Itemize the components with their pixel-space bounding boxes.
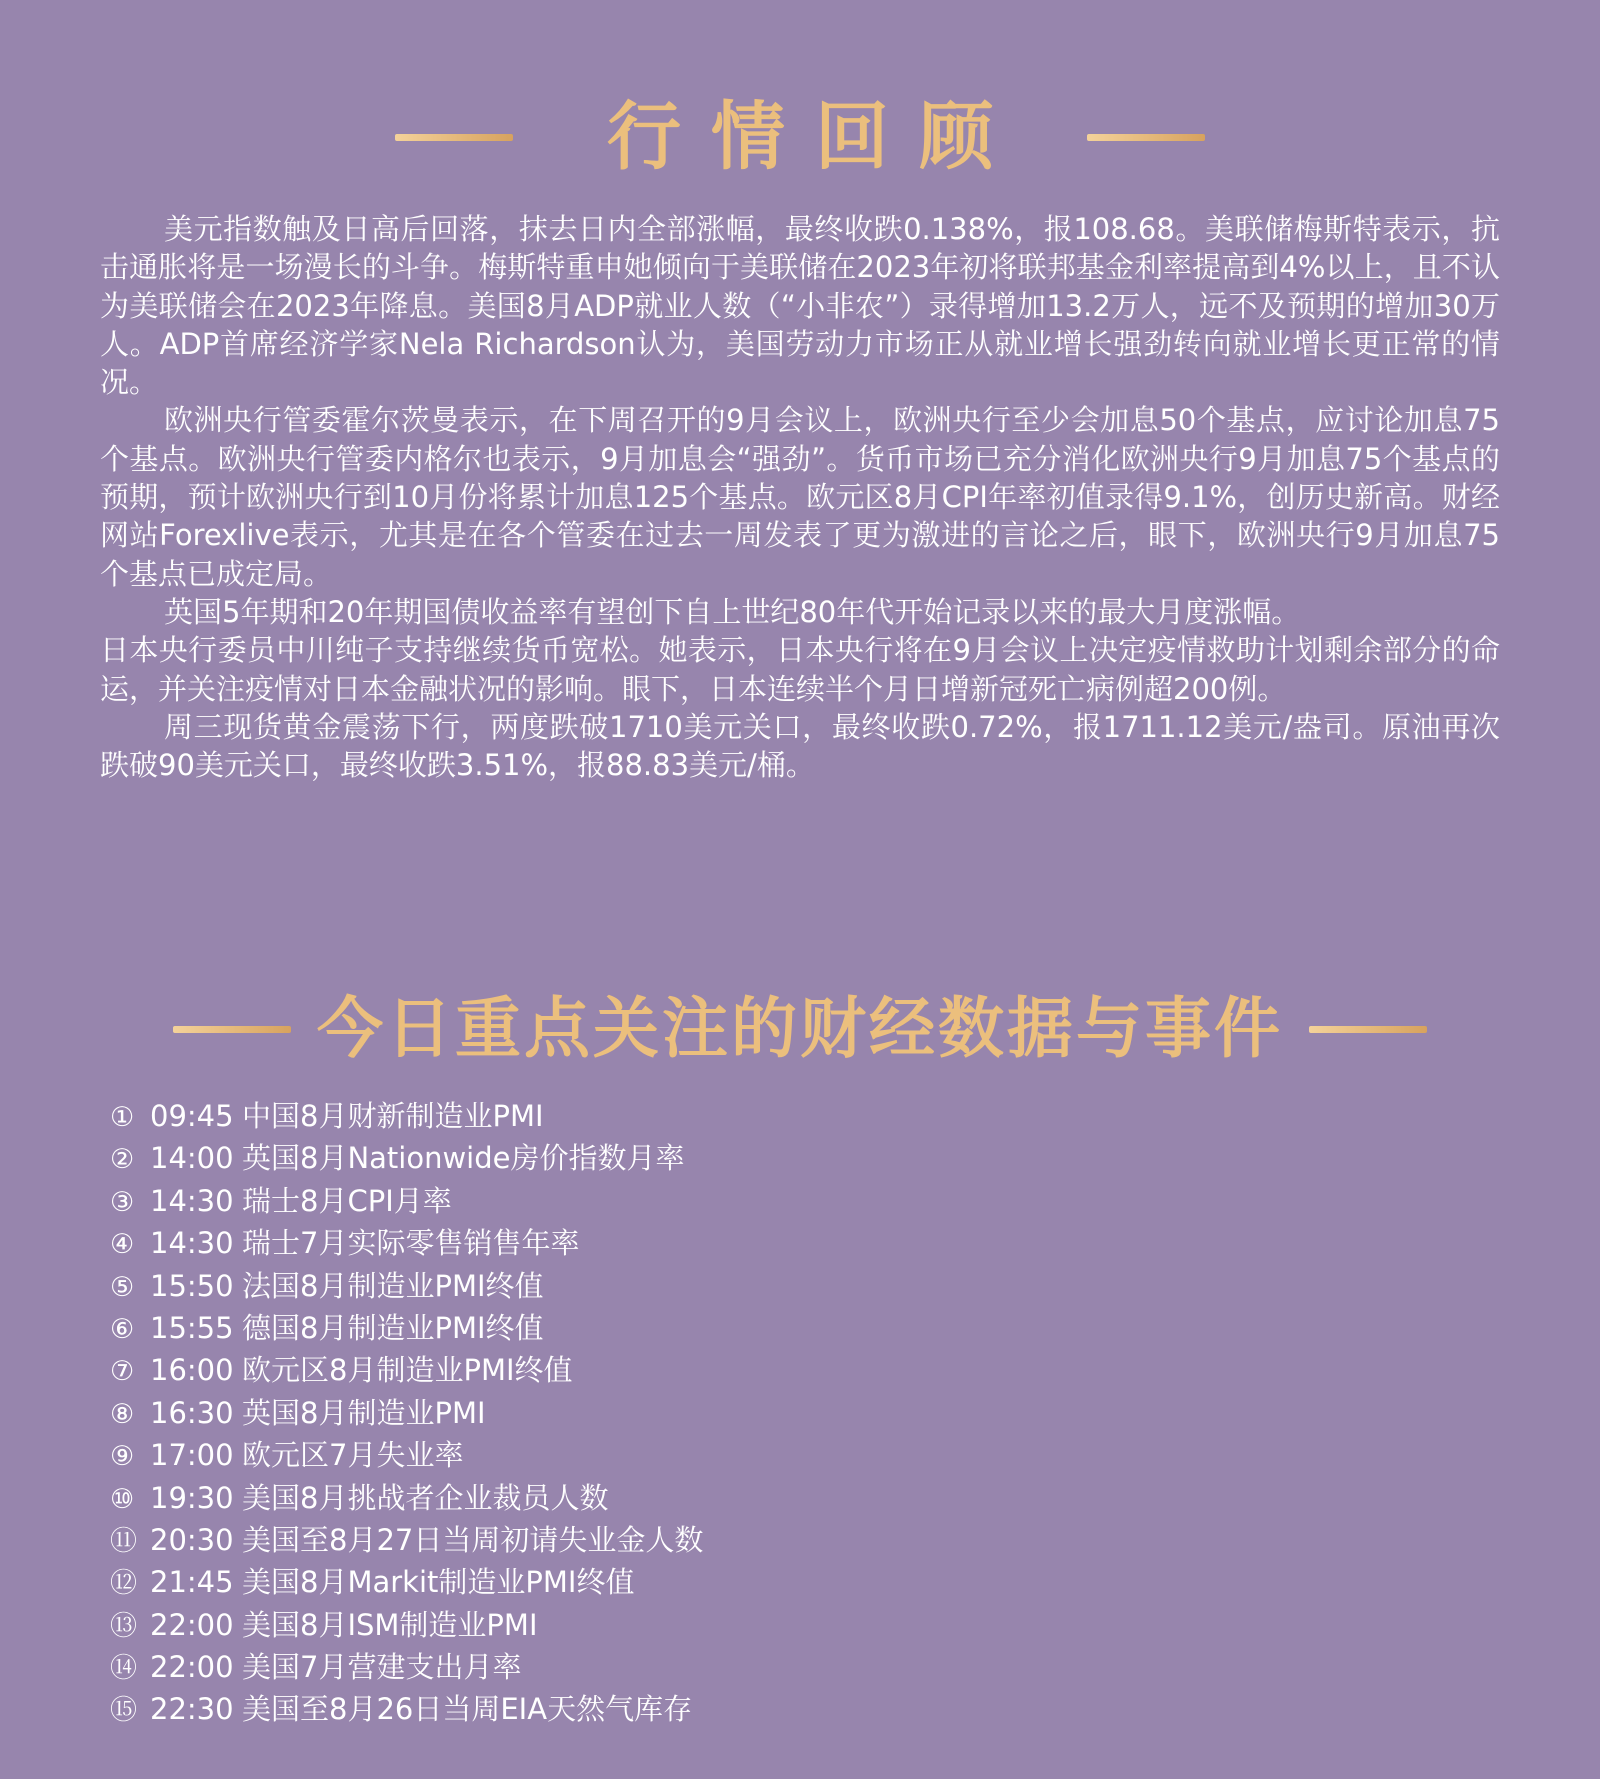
event-text: 美国8月Markit制造业PMI终值 bbox=[242, 1565, 635, 1600]
list-item bbox=[110, 1477, 1110, 1519]
list-item bbox=[110, 1604, 1110, 1646]
list-item bbox=[110, 1392, 1110, 1434]
header-dash-left bbox=[395, 134, 513, 141]
event-time: 21:45 bbox=[150, 1565, 234, 1600]
event-text: 法国8月制造业PMI终值 bbox=[242, 1268, 544, 1303]
event-time: 14:30 bbox=[150, 1226, 234, 1261]
event-time: 09:45 bbox=[150, 1099, 234, 1133]
event-number: ⑬ bbox=[110, 1610, 137, 1642]
event-text: 美国8月ISM制造业PMI bbox=[242, 1607, 538, 1642]
event-text: 美国7月营建支出月率 bbox=[242, 1650, 522, 1685]
list-item bbox=[110, 1137, 1110, 1179]
event-time: 22:00 bbox=[150, 1650, 234, 1685]
market-review-title: 行情回顾 bbox=[607, 94, 1023, 180]
list-item bbox=[110, 1349, 1110, 1391]
review-paragraph-japan: 日本央行委员中川纯子支持继续货币宽松。她表示，日本央行将在9月会议上决定疫情救助计划剩余部分的命运，并关注疫情对日本金融状况的影响。眼下，日本连续半个月日增新冠死亡病例超200例。 bbox=[100, 633, 1500, 706]
list-item bbox=[110, 1688, 1110, 1730]
event-number: ⑤ bbox=[110, 1271, 135, 1303]
event-text: 中国8月财新制造业PMI bbox=[242, 1099, 544, 1133]
event-text: 瑞士8月CPI月率 bbox=[242, 1183, 452, 1218]
event-time: 20:30 bbox=[150, 1522, 234, 1557]
event-number: ③ bbox=[110, 1186, 135, 1218]
review-paragraph-uk: 英国5年期和20年期国债收益率有望创下自上世纪80年代开始记录以来的最大月度涨幅。 bbox=[164, 594, 1301, 629]
header-dash-right bbox=[1309, 1026, 1427, 1033]
list-item bbox=[110, 1434, 1110, 1476]
header-dash-left bbox=[173, 1026, 291, 1033]
event-time: 22:30 bbox=[150, 1692, 234, 1727]
list-item bbox=[110, 1307, 1110, 1349]
list-item bbox=[110, 1561, 1110, 1603]
list-item bbox=[110, 1222, 1110, 1264]
event-time: 19:30 bbox=[150, 1480, 234, 1515]
event-text: 美国至8月27日当周初请失业金人数 bbox=[242, 1522, 704, 1557]
event-number: ⑮ bbox=[110, 1695, 137, 1727]
event-text: 美国至8月26日当周EIA天然气库存 bbox=[242, 1692, 693, 1727]
event-time: 16:00 bbox=[150, 1353, 234, 1388]
list-item bbox=[110, 1265, 1110, 1307]
key-events-title: 今日重点关注的财经数据与事件 bbox=[317, 990, 1283, 1067]
event-number: ⑨ bbox=[110, 1441, 135, 1473]
event-number: ② bbox=[110, 1144, 135, 1176]
list-item bbox=[110, 1180, 1110, 1222]
event-time: 15:50 bbox=[150, 1268, 234, 1303]
event-list bbox=[110, 1095, 1110, 1731]
event-time: 14:30 bbox=[150, 1183, 234, 1218]
event-text: 德国8月制造业PMI终值 bbox=[242, 1310, 544, 1345]
key-events-header bbox=[0, 984, 1600, 1074]
event-number: ④ bbox=[110, 1229, 135, 1261]
list-item bbox=[110, 1646, 1110, 1688]
event-text: 美国8月挑战者企业裁员人数 bbox=[242, 1480, 609, 1515]
event-number: ⑪ bbox=[110, 1525, 137, 1557]
event-number: ⑧ bbox=[110, 1398, 135, 1430]
event-text: 英国8月制造业PMI bbox=[242, 1395, 486, 1430]
event-number: ⑦ bbox=[110, 1356, 135, 1388]
event-text: 欧元区7月失业率 bbox=[242, 1438, 464, 1473]
event-number: ① bbox=[110, 1102, 135, 1133]
event-text: 欧元区8月制造业PMI终值 bbox=[242, 1353, 573, 1388]
event-number: ⑩ bbox=[110, 1483, 135, 1515]
event-time: 22:00 bbox=[150, 1607, 234, 1642]
event-time: 15:55 bbox=[150, 1310, 234, 1345]
review-paragraph-usd: 美元指数触及日高后回落，抹去日内全部涨幅，最终收跌0.138%，报108.68。美联储梅斯特表示，抗击通胀将是一场漫长的斗争。梅斯特重申她倾向于美联储在2023年初将联邦基金利率提高到4%以上，且不认为美联储会在2023年降息。美国8月ADP就业人数（“小非农”）录得增加13.2万人，远不及预期的增加30万人。ADP首席经济学家Nela Richardson认为，美国劳动力市场正从就业增长强劲转向就业增长更正常的情况。 bbox=[100, 212, 1500, 400]
review-paragraph-ecb: 欧洲央行管委霍尔茨曼表示，在下周召开的9月会议上，欧洲央行至少会加息50个基点，应讨论加息75个基点。欧洲央行管委内格尔也表示，9月加息会“强劲”。货币市场已充分消化欧洲央行9月加息75个基点的预期，预计欧洲央行到10月份将累计加息125个基点。欧元区8月CPI年率初值录得9.1%，创历史新高。财经网站Forexlive表示，尤其是在各个管委在过去一周发表了更为激进的言论之后，眼下，欧洲央行9月加息75个基点已成定局。 bbox=[100, 403, 1500, 591]
event-number: ⑥ bbox=[110, 1313, 135, 1345]
event-time: 14:00 bbox=[150, 1141, 234, 1176]
list-item bbox=[110, 1095, 1110, 1137]
list-item bbox=[110, 1519, 1110, 1561]
market-review-body bbox=[100, 210, 1500, 784]
event-text: 英国8月Nationwide房价指数月率 bbox=[242, 1141, 685, 1176]
event-time: 16:30 bbox=[150, 1395, 234, 1430]
event-number: ⑫ bbox=[110, 1568, 137, 1600]
event-number: ⑭ bbox=[110, 1653, 137, 1685]
review-paragraph-commodities: 周三现货黄金震荡下行，两度跌破1710美元关口，最终收跌0.72%，报1711.12美元/盎司。原油再次跌破90美元关口，最终收跌3.51%，报88.83美元/桶。 bbox=[100, 709, 1500, 783]
market-review-header bbox=[0, 92, 1600, 182]
event-time: 17:00 bbox=[150, 1438, 234, 1473]
header-dash-right bbox=[1087, 134, 1205, 141]
event-text: 瑞士7月实际零售销售年率 bbox=[242, 1226, 580, 1261]
